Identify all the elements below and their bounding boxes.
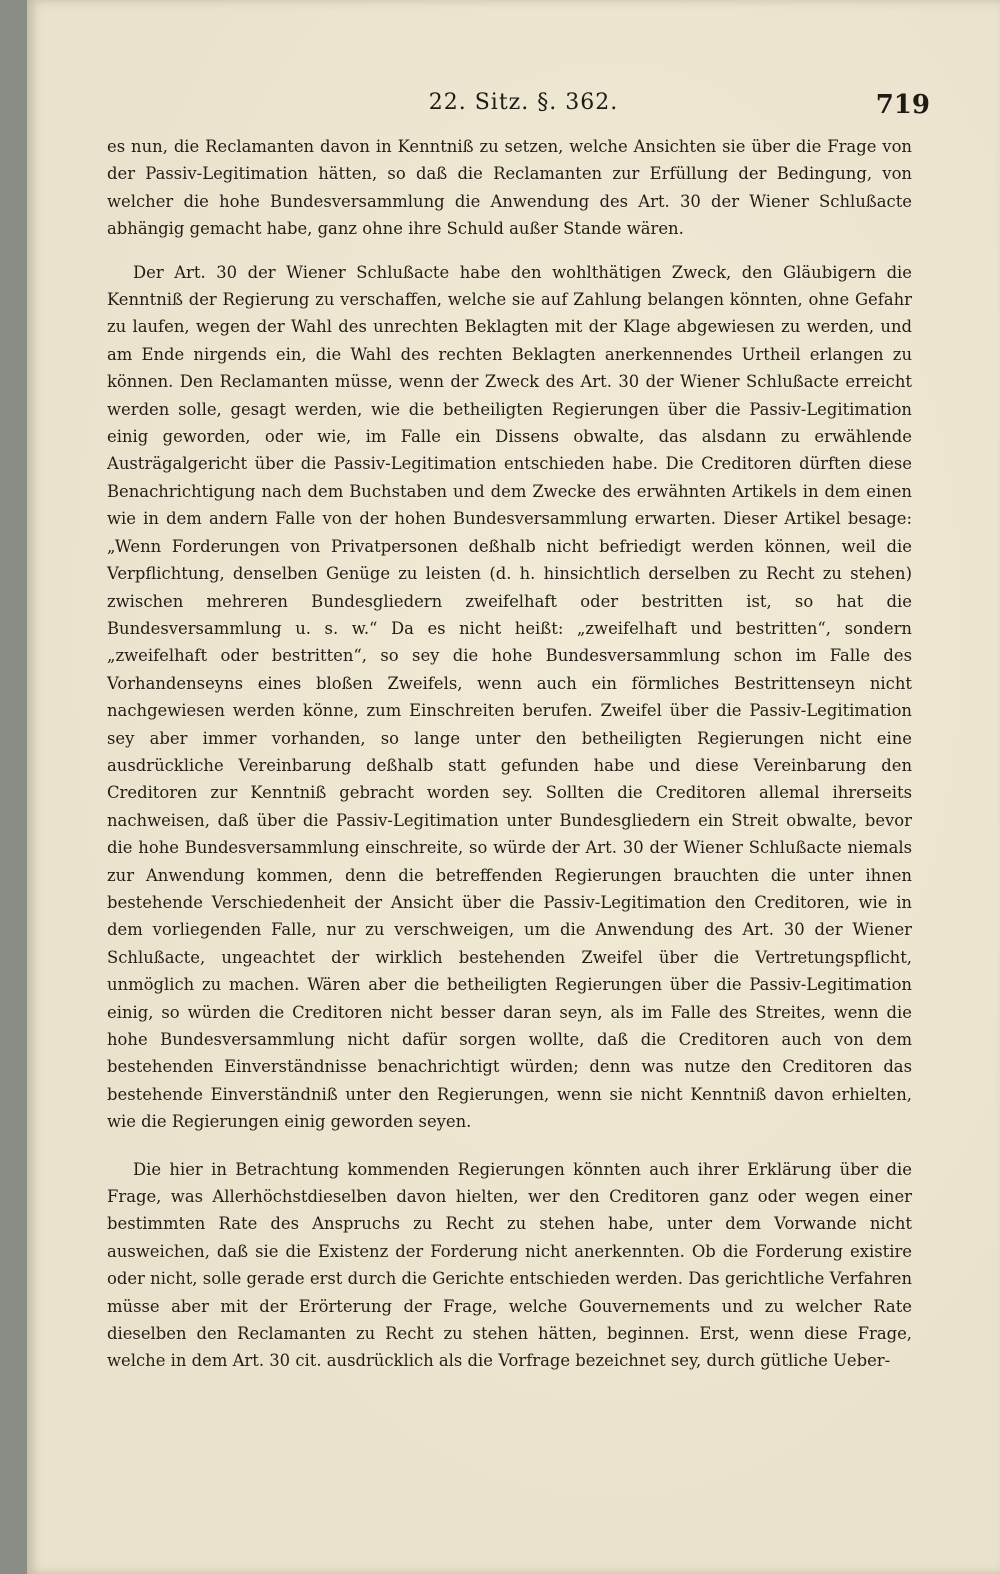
paragraph-2: Der Art. 30 der Wiener Schlußacte habe den wohlthätigen Zweck, den Gläubigern die Kenntniß der Regierung zu verschaffen, welche sie auf Zahlung belangen könnten, ohne Gefahr zu laufen, wegen der Wahl des unrechten Beklagten mit der Klage abgewiesen zu werden, und am Ende nirgends ein, die Wahl des rechten Beklagten anerkennendes Urtheil erlangen zu können. Den Reclamanten müsse, wenn der Zweck des Art. 30 der Wiener Schlußacte erreicht werden solle, gesagt werden, wie die betheiligten Regierungen über die Passiv-Legitimation einig geworden, oder wie, im Falle ein Dissens obwalte, das alsdann zu erwählende Austrägalgericht über die Passiv-Legitimation entschieden habe. Die Creditoren dürften diese Benachrichtigung nach dem Buchstaben und dem Zwecke des erwähnten Artikels in dem einen wie in dem andern Falle von der hohen Bundesversammlung erwarten. Dieser Artikel besage: „Wenn Forderungen von Privatpersonen deßhalb nicht befriedigt werden können, weil die Verpflichtung, denselben Genüge zu leisten (d. h. hinsichtlich derselben zu Recht zu stehen) zwischen mehreren Bundesgliedern zweifelhaft oder bestritten ist, so hat die Bundesversammlung u. s. w.“ Da es nicht heißt: „zweifelhaft und bestritten“, sondern „zweifelhaft oder bestritten“, so sey die hohe Bundesversammlung schon im Falle des Vorhandenseyns eines bloßen Zweifels, wenn auch ein förmliches Bestrittenseyn nicht nachgewiesen werden könne, zum Einschreiten berufen. Zweifel über die Passiv-Legitimation sey aber immer vorhanden, so lange unter den betheiligten Regierungen nicht eine ausdrückliche Vereinbarung deßhalb statt gefunden habe und diese Vereinbarung den Creditoren zur Kenntniß gebracht worden sey. Sollten die Creditoren allemal ihrerseits nachweisen, daß über die Passiv-Legitimation unter Bundesgliedern ein Streit obwalte, bevor die hohe Bundesversammlung einschreite, so würde der Art. 30 der Wiener Schlußacte niemals zur Anwendung kommen, denn die betreffenden Regierungen brauchten die unter ihnen bestehende Verschiedenheit der Ansicht über die Passiv-Legitimation den Creditoren, wie in dem vorliegenden Falle, nur zu verschweigen, um die Anwendung des Art. 30 der Wiener Schlußacte, ungeachtet der wirklich bestehenden Zweifel über die Vertretungspflicht, unmöglich zu machen. Wären aber die betheiligten Regierungen über die Passiv-Legitimation einig, so würden die Creditoren nicht besser daran seyn, als im Falle des Streites, wenn die hohe Bundesversammlung nicht dafür sorgen wollte, daß die Creditoren auch von dem bestehenden Einverständnisse benachrichtigt würden; denn was nutze den Creditoren das bestehende Einverständniß unter den Regierungen, wenn sie nicht Kenntniß davon erhielten, wie die Regierungen einig geworden seyen. [107, 262, 912, 1132]
paragraph-1: es nun, die Reclamanten davon in Kenntniß zu setzen, welche Ansichten sie über die Frage von der Passiv-Legitimation hätten, so daß die Reclamanten zur Erfüllung der Bedingung, von welcher die hohe Bundesversammlung die Anwendung des Art. 30 der Wiener Schlußacte abhängig gemacht habe, ganz ohne ihre Schuld außer Stande wären. [107, 137, 912, 239]
page-header [107, 90, 940, 130]
page-number: 719 [875, 90, 930, 120]
body-text [107, 133, 912, 1391]
document-page [27, 0, 1000, 1574]
paragraph-3: Die hier in Betrachtung kommenden Regierungen könnten auch ihrer Erklärung über die Frage, was Allerhöchstdieselben davon hielten, wer den Creditoren ganz oder wegen einer bestimmten Rate des Anspruchs zu Recht zu stehen habe, unter dem Vorwande nicht ausweichen, daß sie die Existenz der Forderung nicht anerkennten. Ob die Forderung existire oder nicht, solle gerade erst durch die Gerichte entschieden werden. Das gerichtliche Verfahren müsse aber mit der Erörterung der Frage, welche Gouvernements und zu welcher Rate dieselben den Reclamanten zu Recht zu stehen hätten, beginnen. Erst, wenn diese Frage, welche in dem Art. 30 cit. ausdrücklich als die Vorfrage bezeichnet sey, durch gütliche Ueber- [107, 1159, 912, 1371]
running-head: 22. Sitz. §. 362. [428, 90, 619, 115]
